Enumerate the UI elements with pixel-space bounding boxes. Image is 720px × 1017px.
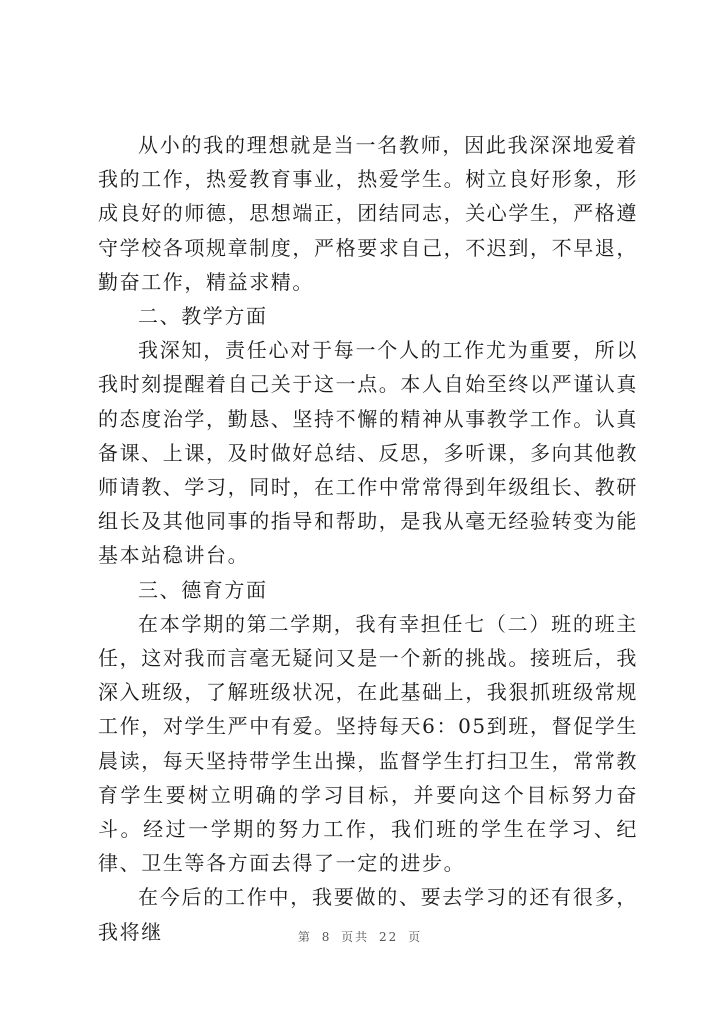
footer-suffix: 页	[408, 930, 423, 944]
page-footer	[0, 928, 720, 945]
document-body	[98, 128, 638, 949]
paragraph-teaching: 我深知，责任心对于每一个人的工作尤为重要，所以我时刻提醒着自己关于这一点。本人自始至终以严谨认真的态度治学，勤恳、坚持不懈的精神从事教学工作。认真备课、上课，及时做好总结、反思，多听课，多向其他教师请教、学习，同时，在工作中常常得到年级组长、教研组长及其他同事的指导和帮助，是我从毫无经验转变为能基本站稳讲台。	[98, 338, 638, 568]
section-heading-teaching: 二、教学方面	[138, 304, 268, 329]
footer-current-page: 8	[321, 930, 332, 944]
footer-total-pages: 22	[379, 930, 399, 944]
section-heading-moral-education: 三、德育方面	[138, 577, 268, 602]
footer-prefix: 第	[297, 930, 312, 944]
paragraph-moral-education: 在本学期的第二学期，我有幸担任七（二）班的班主任，这对我而言毫无疑问又是一个新的挑战。接班后，我深入班级，了解班级状况，在此基础上，我狠抓班级常规工作，对学生严中有爱。坚持每天6：05到班，督促学生晨读，每天坚持带学生出操，监督学生打扫卫生，常常教育学生要树立明确的学习目标，并要向这个目标努力奋斗。经过一学期的努力工作，我们班的学生在学习、纪律、卫生等各方面去得了一定的进步。	[98, 611, 638, 876]
paragraph-intro: 从小的我的理想就是当一名教师，因此我深深地爱着我的工作，热爱教育事业，热爱学生。树立良好形象，形成良好的师德，思想端正，团结同志，关心学生，严格遵守学校各项规章制度，严格要求自己，不迟到，不早退，勤奋工作，精益求精。	[98, 133, 638, 294]
footer-middle: 页共	[341, 930, 370, 944]
paragraph-future-work: 在今后的工作中，我要做的、要去学习的还有很多，我将继	[98, 885, 638, 944]
